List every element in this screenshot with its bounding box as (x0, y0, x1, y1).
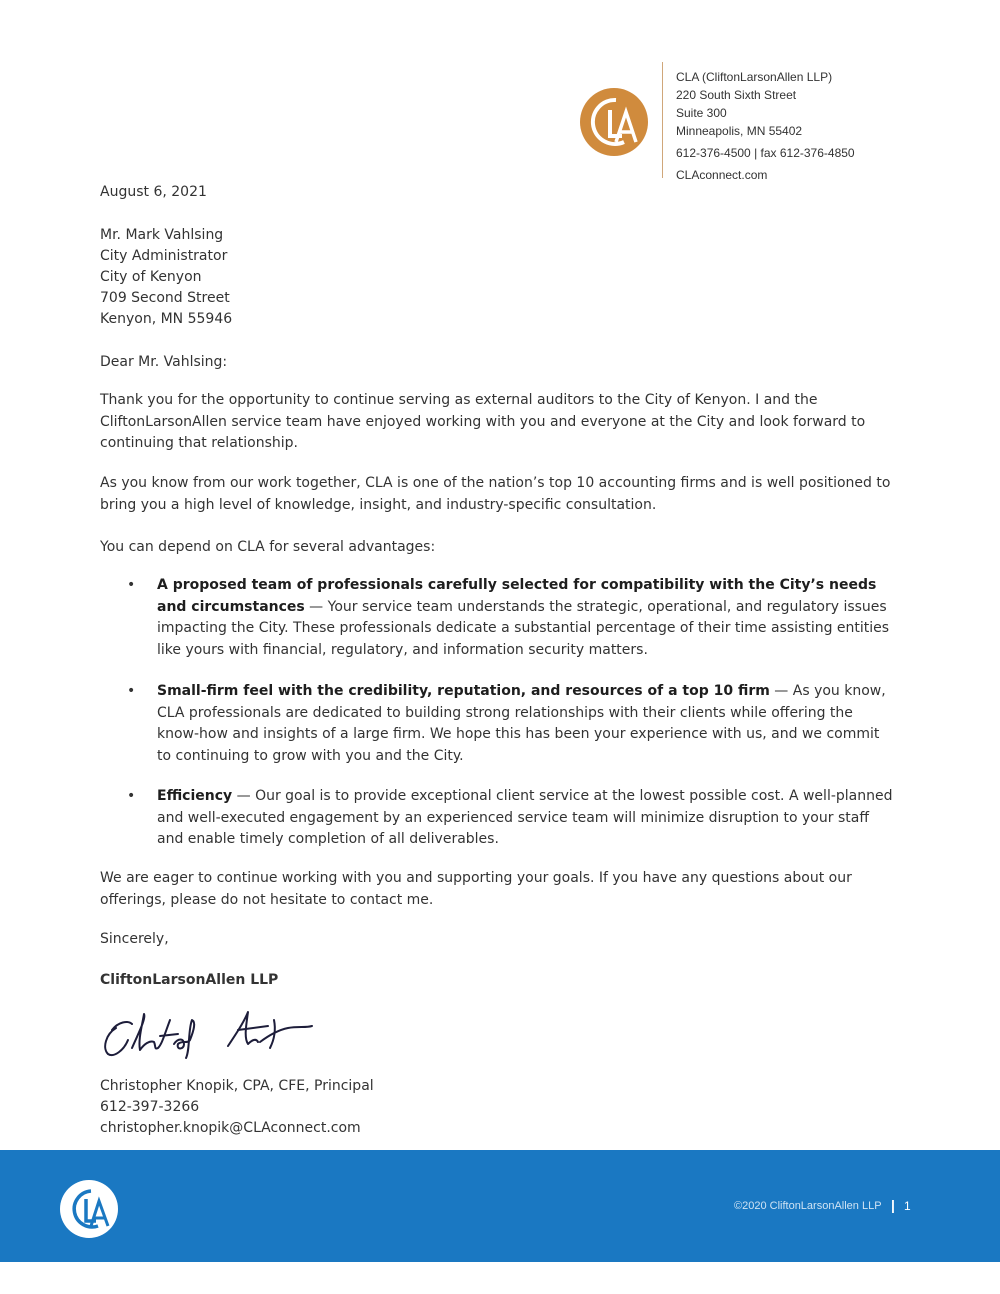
bullet-dot-icon: • (127, 788, 136, 804)
bullet-heading: Efficiency (157, 788, 233, 804)
paragraph-advantages-lead: You can depend on CLA for several advantages: (100, 539, 436, 555)
signer-name: Christopher Knopik, CPA, CFE, Principal (100, 1078, 374, 1094)
paragraph-intro: Thank you for the opportunity to continue serving as external auditors to the City of Kenyon. I and the CliftonLarsonAllen service team have enjoyed working with you and everyone at the City and look forward to continuing that relationship. (100, 392, 866, 451)
firm-name: CLA (CliftonLarsonAllen LLP) (676, 70, 833, 84)
handwritten-signature-icon (98, 1000, 328, 1062)
firm-suite: Suite 300 (676, 106, 727, 120)
bullet-heading: Small-firm feel with the credibility, reputation, and resources of a top 10 firm (157, 683, 770, 699)
cla-footer-logo-icon (58, 1178, 120, 1240)
signer-phone: 612-397-3266 (100, 1099, 200, 1115)
signer-email[interactable]: christopher.knopik@CLAconnect.com (100, 1120, 361, 1136)
bullet-heading: A proposed team of professionals carefully selected for compatibility with the City’s needs and circumstances (157, 577, 877, 615)
firm-website[interactable]: CLAconnect.com (676, 168, 768, 182)
closing: Sincerely, (100, 931, 169, 947)
salutation: Dear Mr. Vahlsing: (100, 354, 228, 370)
bullet-item (127, 786, 897, 851)
recipient-address (100, 225, 232, 330)
bullet-text: — As you know, CLA professionals are dedicated to building strong relationships with their clients while offering the know-how and insights of a large firm. We hope this has been your experience with us, and we commit to continuing to grow with you and the City. (157, 683, 886, 764)
letter-date: August 6, 2021 (100, 184, 207, 200)
footer-copyright: ©2020 CliftonLarsonAllen LLP (734, 1200, 882, 1212)
bullet-dot-icon: • (127, 683, 136, 699)
signer-block (100, 1076, 374, 1139)
bullet-dot-icon: • (127, 577, 136, 593)
footer-separator: | (891, 1197, 895, 1213)
recipient-title: City Administrator (100, 248, 228, 264)
recipient-name: Mr. Mark Vahlsing (100, 227, 224, 243)
firm-city: Minneapolis, MN 55402 (676, 124, 803, 138)
paragraph-closing: We are eager to continue working with you and supporting your goals. If you have any questions about our offerings, please do not hesitate to contact me. (100, 870, 852, 908)
paragraph-about: As you know from our work together, CLA is one of the nation’s top 10 accounting firms and is well positioned to bring you a high level of knowledge, insight, and industry-specific consultation. (100, 475, 891, 513)
bullet-text: — Your service team understands the strategic, operational, and regulatory issues impacting the City. These professionals dedicate a substantial percentage of their time assisting entities like yours with financial, regulatory, and information security matters. (157, 598, 890, 658)
bullet-text: — Our goal is to provide exceptional client service at the lowest possible cost. A well-planned and well-executed engagement by an experienced service team will minimize disruption to your staff and enable timely completion of all deliverables. (157, 788, 893, 847)
firm-phone: 612-376-4500 | fax 612-376-4850 (676, 146, 855, 160)
cla-logo-icon (576, 84, 652, 160)
bullet-item (127, 681, 897, 767)
recipient-org: City of Kenyon (100, 269, 202, 285)
recipient-street: 709 Second Street (100, 290, 230, 306)
firm-street: 220 South Sixth Street (676, 88, 797, 102)
header-divider (662, 62, 663, 178)
firm-address-block (676, 68, 855, 184)
recipient-city: Kenyon, MN 55946 (100, 311, 233, 327)
page-number: 1 (904, 1199, 911, 1213)
signature-firm: CliftonLarsonAllen LLP (100, 972, 279, 988)
bullet-item (127, 575, 897, 661)
